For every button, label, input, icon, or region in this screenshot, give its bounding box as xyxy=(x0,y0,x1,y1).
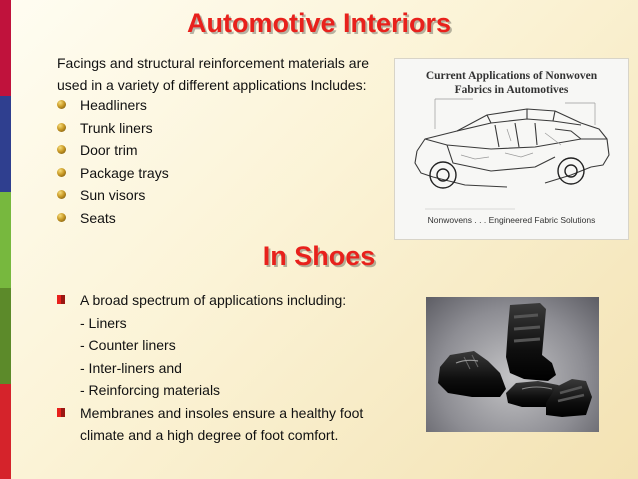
list-item xyxy=(57,162,169,185)
car-figure xyxy=(394,58,629,240)
shoes-list xyxy=(57,289,380,447)
bullet-icon xyxy=(57,168,66,177)
list-item-label: - Reinforcing materials xyxy=(80,382,221,398)
car-figure-caption: Nonwovens . . . Engineered Fabric Solutions xyxy=(427,215,596,225)
list-item-label: Trunk liners xyxy=(80,119,153,136)
car-figure-title-line: Fabrics in Automotives xyxy=(454,84,569,96)
bullet-icon xyxy=(57,100,66,109)
list-item xyxy=(57,357,380,380)
shoes-photo xyxy=(426,297,599,432)
list-item-label: Membranes and insoles ensure a healthy foot climate and a high degree of foot comfort. xyxy=(80,404,364,443)
list-item xyxy=(57,402,380,447)
shoes-illustration xyxy=(426,297,599,432)
bullet-icon xyxy=(57,145,66,154)
side-bar-segment xyxy=(0,384,11,479)
automotive-list xyxy=(57,94,169,229)
list-item xyxy=(57,334,380,357)
side-color-bar xyxy=(0,0,11,479)
list-item xyxy=(57,117,169,140)
bullet-icon xyxy=(57,408,65,417)
car-illustration xyxy=(395,59,628,239)
side-bar-segment xyxy=(0,192,11,288)
side-bar-segment xyxy=(0,288,11,384)
list-item-label: Headliners xyxy=(80,97,147,113)
bullet-icon xyxy=(57,295,65,304)
list-item-label: Door trim xyxy=(80,142,138,158)
list-item xyxy=(57,139,169,162)
section-title: In Shoes xyxy=(262,241,376,271)
list-item-label: - Counter liners xyxy=(80,337,176,353)
list-item xyxy=(57,379,380,402)
list-item-label: Seats xyxy=(80,209,116,226)
list-item xyxy=(57,289,380,312)
side-bar-segment xyxy=(0,96,11,192)
bullet-icon xyxy=(57,213,66,222)
car-figure-title-line: Current Applications of Nonwoven xyxy=(425,70,598,82)
list-item-label: Package trays xyxy=(80,164,169,181)
list-item xyxy=(57,207,169,230)
list-item xyxy=(57,94,169,117)
slide-title: Automotive Interiors xyxy=(186,8,452,38)
bullet-icon xyxy=(57,123,66,132)
bullet-icon xyxy=(57,190,66,199)
list-item-label: - Inter-liners and xyxy=(80,359,182,376)
list-item xyxy=(57,184,169,207)
list-item-label: - Liners xyxy=(80,314,127,331)
list-item-label: A broad spectrum of applications including: xyxy=(80,292,347,308)
intro-text: Facings and structural reinforcement materials are used in a variety of different applications Includes: xyxy=(57,55,370,93)
list-item xyxy=(57,312,380,335)
list-item-label: Sun visors xyxy=(80,187,146,203)
